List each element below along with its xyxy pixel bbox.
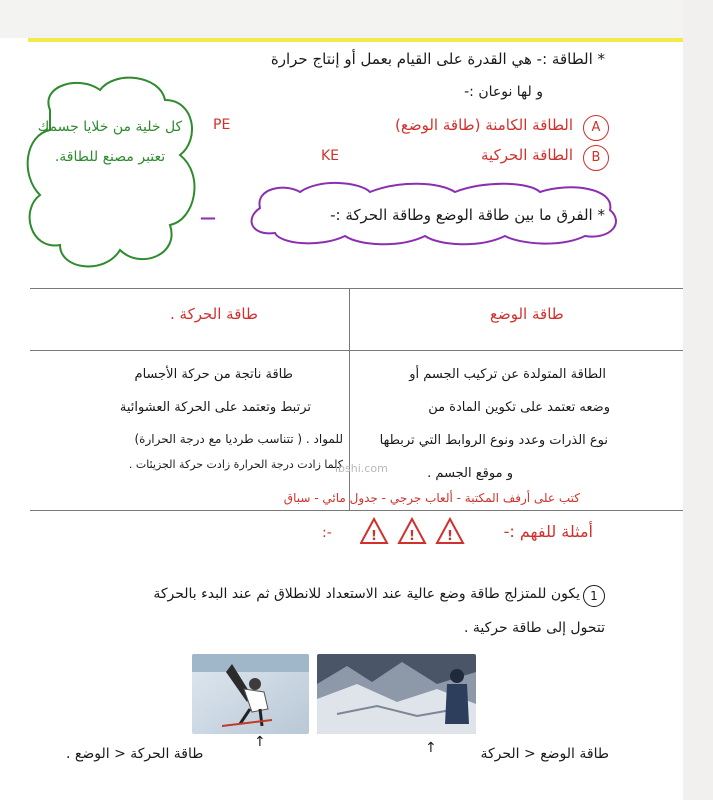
example-number: 1 [583,585,605,607]
table-column-divider [349,288,350,510]
table-top-rule [30,288,683,289]
right-margin-strip [683,0,713,800]
kinetic-line-1: طاقة ناتجة من حركة الأجسام [134,367,293,382]
type-a-label: الطاقة الكامنة (طاقة الوضع) [395,116,573,134]
caption-right: طاقة الوضع < الحركة [480,746,609,762]
left-up-arrow: ↑ [254,734,266,750]
kinetic-line-2: ترتبط وتعتمد على الحركة العشوائية [119,400,311,415]
skier-mountain-photo [317,654,476,734]
potential-header: طاقة الوضع [490,305,564,323]
svg-text:!: ! [447,529,453,544]
examples-dash: :- [322,525,332,541]
green-cloud-shape [20,70,205,275]
svg-text:!: ! [409,529,415,544]
types-intro: و لها نوعان :- [464,84,543,100]
red-note: كتب على أرفف المكتبة - ألعاب جرجي - جدول مائي - سباق [283,491,580,505]
type-a-abbr: PE [213,117,231,133]
example-line-2: تتحول إلى طاقة حركية . [463,620,605,636]
table-header-rule [30,350,683,351]
kinetic-line-3: للمواد . ( تتناسب طرديا مع درجة الحرارة) [134,432,343,446]
right-up-arrow: ↑ [425,740,437,756]
purple-dash: — [200,208,216,227]
svg-text:!: ! [371,529,377,544]
top-bar [0,0,713,38]
example-line-1: يكون للمتزلج طاقة وضع عالية عند الاستعداد للانطلاق ثم عند البدء بالحركة [153,586,580,602]
kinetic-line-4: كلما زادت درجة الحرارة زادت حركة الجزيئات . [128,458,343,471]
type-b-label: الطاقة الحركية [481,146,573,164]
kinetic-header: طاقة الحركة . [170,305,258,323]
potential-line-4: و موقع الجسم . [427,466,513,481]
type-b-marker: B [583,145,609,171]
skier-race-photo [192,654,309,734]
energy-definition: * الطاقة :- هي القدرة على القيام بعمل أو إنتاج حرارة [270,50,605,68]
examples-title: أمثلة للفهم :- [503,522,593,541]
warning-icons [360,515,470,547]
highlight-line [28,38,683,42]
potential-line-2: وضعه تعتمد على تكوين المادة من [428,400,610,415]
potential-line-3: نوع الذرات وعدد ونوع الروابط التي تربطها [379,433,608,448]
type-b-abbr: KE [321,148,340,164]
caption-left: طاقة الحركة < الوضع . [66,746,204,762]
difference-title: * الفرق ما بين طاقة الوضع وطاقة الحركة :- [330,206,605,224]
type-a-marker: A [583,115,609,141]
green-cloud-note: كل خلية من خلايا جسمك تعتبر مصنع للطاقة. [37,119,183,165]
watermark: ibshi.com [335,462,388,475]
potential-line-1: الطاقة المتولدة عن تركيب الجسم أو [409,367,606,382]
table-bottom-rule [30,510,683,511]
